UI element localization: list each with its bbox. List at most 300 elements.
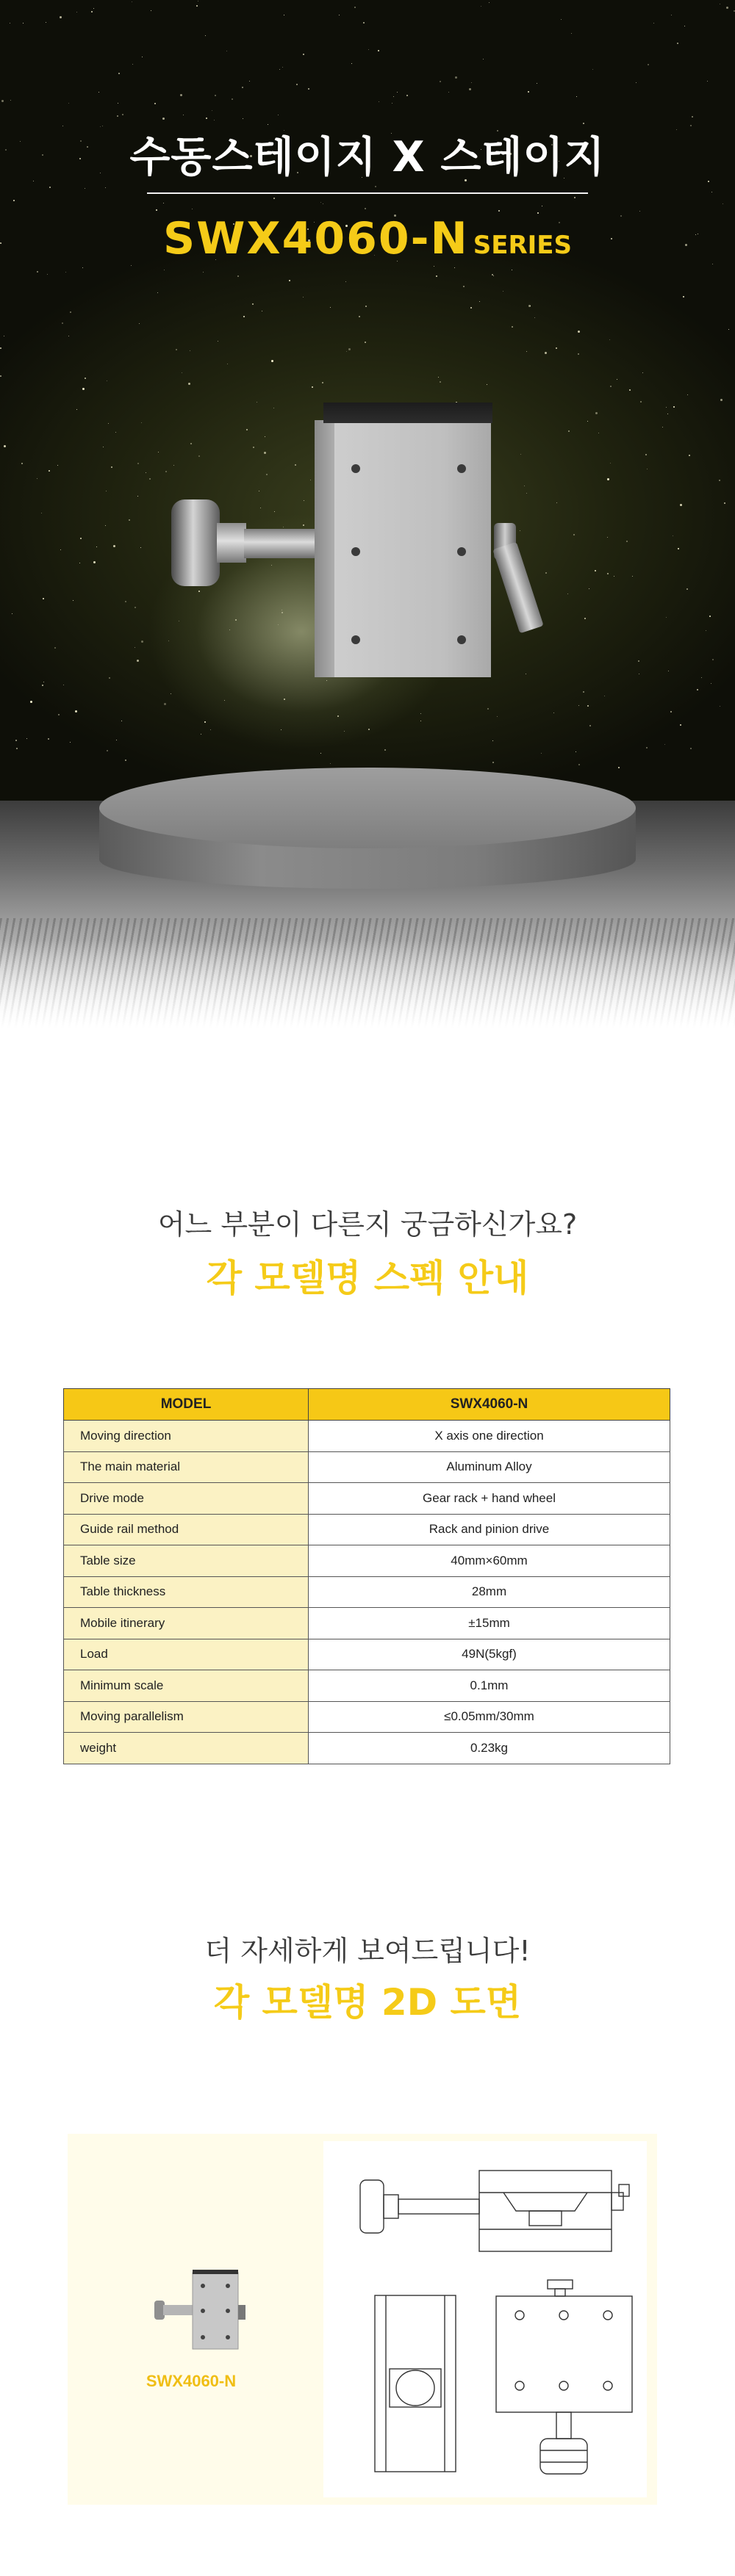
- pedestal-top: [99, 768, 636, 848]
- star: [470, 307, 472, 309]
- star: [639, 211, 640, 212]
- star: [528, 91, 529, 93]
- star: [62, 322, 63, 324]
- star: [105, 187, 106, 188]
- star: [578, 353, 579, 355]
- star: [58, 714, 60, 715]
- star: [354, 7, 356, 8]
- star: [578, 705, 579, 706]
- star: [279, 69, 280, 70]
- star: [30, 701, 32, 703]
- star: [242, 87, 243, 88]
- drawing-side-view: [353, 2152, 647, 2273]
- star: [406, 95, 408, 96]
- hero-series-label: SERIES: [473, 231, 573, 260]
- star: [98, 92, 99, 93]
- spec-header-model: SWX4060-N: [309, 1389, 670, 1421]
- star: [232, 98, 233, 100]
- hero-model-name: SWX4060-N: [162, 213, 469, 264]
- star: [91, 11, 93, 12]
- drawing-front-view: [360, 2288, 470, 2475]
- star: [463, 286, 465, 287]
- star: [556, 502, 557, 503]
- star: [271, 565, 272, 566]
- star: [139, 323, 140, 324]
- star: [330, 307, 331, 308]
- star: [215, 95, 216, 96]
- star: [65, 272, 66, 273]
- star: [264, 452, 266, 454]
- star: [271, 360, 273, 362]
- mount-hole: [351, 635, 360, 644]
- star: [76, 409, 77, 410]
- star: [312, 386, 313, 388]
- drawing-top-view: [489, 2277, 647, 2483]
- star: [117, 115, 118, 117]
- hero-title: 수동스테이지 X 스테이지: [129, 133, 606, 181]
- star: [165, 471, 167, 472]
- star: [584, 618, 586, 619]
- star: [689, 455, 690, 456]
- spec-row-value: 28mm: [309, 1576, 670, 1608]
- spec-row-label: Minimum scale: [64, 1670, 309, 1702]
- spec-row-value: Aluminum Alloy: [309, 1451, 670, 1483]
- star: [82, 267, 83, 268]
- star: [135, 607, 136, 608]
- star: [108, 423, 109, 424]
- star: [545, 572, 547, 574]
- hand-wheel: [171, 499, 220, 586]
- star: [96, 546, 97, 547]
- lock-lever: [492, 542, 543, 634]
- spec-row-label: Load: [64, 1639, 309, 1670]
- star: [107, 750, 108, 751]
- star: [157, 292, 158, 293]
- spec-table-row: [64, 1451, 670, 1483]
- star: [645, 454, 647, 455]
- star: [243, 316, 245, 317]
- spec-row-label: Table thickness: [64, 1576, 309, 1608]
- star: [642, 372, 643, 373]
- spec-table-row: [64, 1608, 670, 1639]
- star: [534, 317, 535, 318]
- star: [190, 443, 192, 444]
- spec-row-label: Drive mode: [64, 1483, 309, 1515]
- star: [556, 347, 557, 349]
- star: [105, 525, 106, 526]
- star: [282, 67, 283, 68]
- star: [683, 296, 684, 297]
- star: [692, 116, 693, 118]
- star: [93, 8, 94, 9]
- star: [253, 447, 254, 448]
- star: [677, 43, 678, 44]
- spec-table-row: [64, 1701, 670, 1733]
- star: [528, 305, 531, 307]
- star: [578, 764, 580, 765]
- star: [607, 573, 609, 574]
- star: [289, 280, 290, 281]
- spec-table-row: [64, 1670, 670, 1702]
- star: [707, 81, 708, 82]
- star: [587, 421, 588, 422]
- star: [113, 545, 115, 547]
- star: [701, 677, 702, 678]
- star: [587, 705, 589, 707]
- star: [646, 747, 648, 748]
- drawing-subtitle: 더 자세하게 보여드립니다!: [204, 1935, 531, 1967]
- spec-row-value: Gear rack + hand wheel: [309, 1483, 670, 1515]
- spec-row-value: ±15mm: [309, 1608, 670, 1639]
- star: [75, 710, 77, 712]
- star: [0, 375, 1, 377]
- star: [454, 267, 455, 268]
- spec-row-value: ≤0.05mm/30mm: [309, 1701, 670, 1733]
- star: [638, 660, 639, 662]
- spec-row-label: weight: [64, 1733, 309, 1764]
- drawing-title: 각 모델명 2D 도면: [213, 1981, 522, 2024]
- star: [129, 519, 130, 521]
- star: [368, 729, 370, 730]
- star: [273, 198, 275, 199]
- star: [23, 23, 24, 24]
- star: [709, 616, 711, 617]
- star: [337, 715, 339, 717]
- star: [690, 748, 692, 749]
- mini-model-label: SWX4060-N: [146, 2372, 237, 2390]
- mount-hole: [351, 547, 360, 556]
- spec-row-value: Rack and pinion drive: [309, 1514, 670, 1545]
- star: [344, 731, 345, 732]
- star: [0, 347, 1, 349]
- spec-row-value: 0.1mm: [309, 1670, 670, 1702]
- star: [43, 598, 44, 599]
- star: [724, 502, 725, 504]
- star: [618, 767, 620, 768]
- star: [282, 612, 283, 613]
- spec-row-value: 49N(5kgf): [309, 1639, 670, 1670]
- star: [359, 316, 360, 317]
- star: [629, 389, 631, 391]
- star: [348, 348, 351, 350]
- star: [296, 84, 298, 85]
- star: [595, 412, 598, 414]
- star: [118, 73, 120, 74]
- star: [595, 570, 596, 571]
- star: [1, 100, 4, 102]
- star: [574, 197, 576, 198]
- star: [54, 647, 56, 649]
- spec-table-row: [64, 1576, 670, 1608]
- star: [308, 88, 309, 90]
- star: [176, 349, 177, 350]
- mount-hole: [457, 464, 466, 473]
- star: [229, 629, 230, 630]
- star: [498, 210, 500, 212]
- star: [320, 753, 321, 754]
- star: [198, 591, 200, 592]
- star: [632, 576, 633, 577]
- spec-table: [63, 1388, 670, 1764]
- star: [196, 5, 198, 7]
- star: [440, 381, 441, 383]
- star: [164, 703, 166, 705]
- star: [670, 711, 672, 712]
- star: [365, 208, 366, 209]
- hero-banner: [0, 0, 735, 1028]
- star: [592, 69, 593, 70]
- star: [16, 748, 18, 749]
- star: [455, 76, 457, 79]
- spec-subtitle: 어느 부분이 다른지 궁금하신가요?: [157, 1208, 578, 1241]
- star: [141, 641, 143, 643]
- spec-row-label: Table size: [64, 1545, 309, 1577]
- star: [686, 588, 688, 590]
- star: [583, 691, 584, 693]
- mini-product-image: [147, 2270, 257, 2358]
- star: [489, 2, 490, 3]
- star: [60, 16, 62, 18]
- star: [493, 275, 494, 276]
- spec-table-row: [64, 1639, 670, 1670]
- spec-table-row: [64, 1733, 670, 1764]
- spec-table-row: [64, 1483, 670, 1515]
- star: [132, 64, 133, 65]
- spec-table-row: [64, 1421, 670, 1452]
- star: [284, 699, 285, 700]
- star: [365, 342, 366, 343]
- star: [137, 660, 139, 662]
- star: [15, 740, 17, 741]
- star: [68, 103, 69, 104]
- star: [13, 200, 15, 201]
- star: [492, 274, 493, 275]
- star: [131, 265, 132, 266]
- spec-row-value: 0.23kg: [309, 1733, 670, 1764]
- star: [111, 466, 112, 468]
- star: [720, 399, 723, 401]
- star: [368, 49, 369, 50]
- star: [545, 352, 547, 354]
- star: [678, 548, 679, 549]
- hero-fade: [0, 940, 735, 1028]
- star: [687, 394, 688, 395]
- star: [512, 326, 513, 328]
- star: [205, 35, 206, 36]
- star: [712, 659, 714, 660]
- star: [346, 351, 347, 352]
- star: [351, 63, 352, 64]
- star: [278, 624, 279, 625]
- star: [246, 429, 248, 430]
- star: [249, 81, 250, 82]
- star: [4, 445, 6, 447]
- star: [520, 454, 521, 455]
- spec-row-label: Guide rail method: [64, 1514, 309, 1545]
- star: [274, 511, 275, 512]
- star: [137, 463, 139, 464]
- star: [497, 716, 498, 717]
- spec-row-label: Moving parallelism: [64, 1701, 309, 1733]
- star: [180, 94, 182, 96]
- star: [571, 33, 572, 34]
- star: [541, 753, 542, 754]
- star: [122, 114, 123, 115]
- spec-header-label: MODEL: [64, 1389, 309, 1421]
- star: [115, 432, 116, 433]
- star: [393, 96, 394, 97]
- star: [252, 303, 254, 305]
- star: [48, 738, 49, 740]
- star: [469, 88, 471, 90]
- star: [82, 388, 85, 390]
- star: [140, 547, 141, 548]
- star: [49, 470, 50, 472]
- star: [440, 81, 441, 82]
- star: [664, 744, 665, 745]
- hero-divider: [147, 192, 588, 194]
- star: [728, 329, 729, 330]
- star: [640, 401, 642, 403]
- star: [726, 7, 728, 9]
- mount-hole: [351, 464, 360, 473]
- spec-row-value: 40mm×60mm: [309, 1545, 670, 1577]
- star: [70, 311, 71, 313]
- star: [365, 306, 367, 307]
- star: [673, 406, 675, 408]
- star: [154, 103, 156, 104]
- star: [492, 740, 493, 741]
- spec-table-row: [64, 1545, 670, 1577]
- star: [610, 386, 612, 387]
- star: [589, 725, 591, 726]
- star: [436, 275, 437, 277]
- mount-hole: [457, 547, 466, 556]
- star: [49, 187, 51, 188]
- star: [648, 64, 649, 65]
- star: [188, 383, 190, 385]
- star: [303, 524, 304, 526]
- star: [198, 455, 200, 457]
- star: [471, 82, 472, 83]
- star: [141, 422, 142, 423]
- star: [573, 534, 575, 535]
- star: [203, 272, 204, 273]
- star: [281, 729, 282, 730]
- star: [653, 23, 654, 24]
- spec-row-label: Mobile itinerary: [64, 1608, 309, 1639]
- star: [448, 92, 449, 93]
- star: [326, 680, 327, 681]
- star: [320, 202, 321, 203]
- star: [680, 504, 682, 506]
- star: [666, 407, 667, 408]
- star: [526, 493, 527, 494]
- star: [266, 474, 268, 475]
- star: [607, 478, 609, 480]
- star: [487, 708, 489, 710]
- star: [578, 331, 580, 333]
- star: [206, 118, 207, 119]
- star: [162, 118, 165, 120]
- star: [526, 351, 527, 352]
- star: [137, 496, 138, 497]
- star: [156, 209, 157, 211]
- star: [80, 538, 82, 539]
- hand-wheel-shaft: [244, 529, 318, 558]
- star: [553, 712, 554, 713]
- spec-table-header: [64, 1389, 670, 1421]
- star: [149, 478, 151, 480]
- star: [210, 729, 211, 730]
- star: [109, 677, 110, 679]
- star: [609, 339, 610, 340]
- star: [204, 721, 206, 723]
- star: [420, 713, 421, 714]
- stage-top: [323, 403, 492, 423]
- star: [303, 54, 304, 55]
- star: [57, 465, 58, 466]
- star: [378, 50, 379, 51]
- star: [85, 378, 86, 379]
- star: [375, 186, 376, 187]
- star: [60, 549, 61, 550]
- star: [568, 430, 570, 432]
- star: [345, 281, 346, 282]
- star: [173, 465, 174, 466]
- star: [666, 617, 667, 618]
- star: [697, 689, 698, 690]
- hand-wheel-neck: [217, 523, 246, 563]
- star: [10, 100, 11, 101]
- star: [384, 749, 386, 751]
- star: [235, 619, 237, 621]
- spec-row-label: Moving direction: [64, 1421, 309, 1452]
- star: [70, 742, 71, 743]
- star: [125, 601, 126, 602]
- star: [607, 537, 608, 538]
- star: [330, 763, 331, 764]
- star: [224, 700, 225, 701]
- star: [492, 762, 494, 763]
- spec-table-body: [64, 1421, 670, 1764]
- star: [561, 19, 562, 20]
- star: [636, 82, 637, 83]
- spec-title: 각 모델명 스펙 안내: [206, 1257, 529, 1299]
- star: [719, 480, 720, 481]
- star: [322, 382, 323, 383]
- hero-model: [0, 213, 735, 264]
- star: [47, 274, 48, 275]
- star: [21, 463, 23, 464]
- mount-hole: [457, 635, 466, 644]
- star: [363, 22, 365, 24]
- star: [42, 685, 43, 686]
- star: [37, 271, 38, 273]
- star: [295, 464, 296, 466]
- star: [576, 96, 577, 97]
- star: [26, 738, 27, 739]
- spec-row-label: The main material: [64, 1451, 309, 1483]
- star: [125, 760, 126, 761]
- star: [397, 92, 398, 93]
- star: [626, 541, 628, 542]
- spec-table-row: [64, 1514, 670, 1545]
- star: [680, 724, 681, 726]
- star: [479, 301, 480, 302]
- star: [438, 377, 439, 378]
- star: [73, 600, 74, 601]
